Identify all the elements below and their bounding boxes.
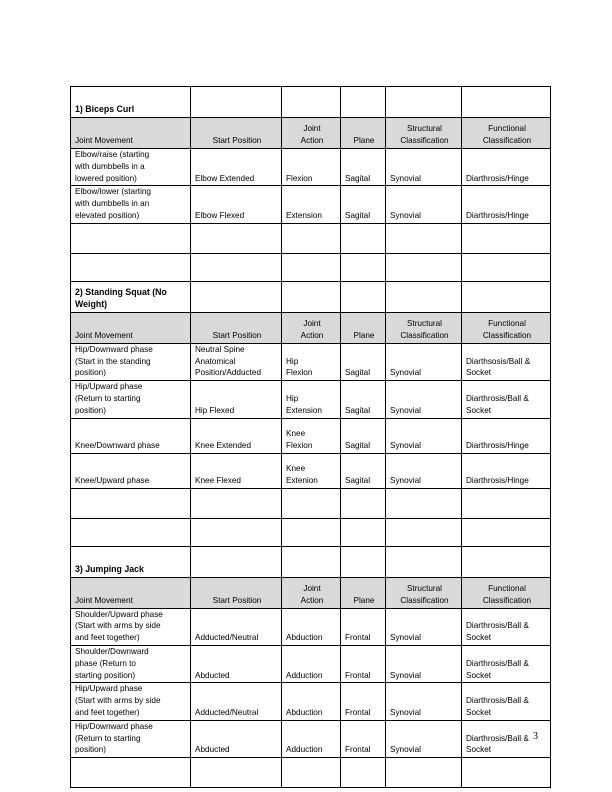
table-cell: Knee Extenion: [282, 453, 341, 488]
table-cell: Synovial: [386, 149, 462, 186]
table-cell: Sagital: [341, 186, 386, 223]
table-cell: Hip Flexion: [282, 343, 341, 380]
empty-cell: [341, 281, 386, 312]
table-cell: Diarthrosis/Ball & Socket: [462, 683, 551, 720]
empty-cell: [191, 488, 282, 518]
empty-cell: [386, 488, 462, 518]
table-cell: Hip/Upward phase (Start with arms by side and feet together): [71, 683, 191, 720]
table-cell: Shoulder/Upward phase (Start with arms by side and feet together): [71, 608, 191, 645]
empty-cell: [191, 518, 282, 546]
section-title: 1) Biceps Curl: [71, 87, 191, 118]
table-cell: Sagital: [341, 149, 386, 186]
table-cell: Diarthrosis/Hinge: [462, 186, 551, 223]
table-row: [71, 683, 551, 720]
empty-row: [71, 758, 551, 788]
header-row: [71, 577, 551, 608]
empty-row: [71, 253, 551, 281]
empty-cell: [282, 87, 341, 118]
table-cell: Abduction: [282, 608, 341, 645]
empty-cell: [282, 546, 341, 577]
table-row: [71, 608, 551, 645]
empty-cell: [71, 253, 191, 281]
table-row: [71, 343, 551, 380]
table-cell: Hip/Downward phase (Return to starting position): [71, 720, 191, 757]
table-cell: Synovial: [386, 608, 462, 645]
empty-row: [71, 518, 551, 546]
empty-cell: [341, 253, 386, 281]
empty-cell: [71, 488, 191, 518]
table-cell: Synovial: [386, 381, 462, 418]
table-cell: Synovial: [386, 683, 462, 720]
table-cell: Synovial: [386, 418, 462, 453]
section-title-row: [71, 87, 551, 118]
table-cell: Diarthrosis/Hinge: [462, 453, 551, 488]
table-cell: Diarthrosis/Ball & Socket: [462, 381, 551, 418]
empty-cell: [341, 546, 386, 577]
table-cell: Abduction: [282, 683, 341, 720]
column-header: Plane: [341, 118, 386, 149]
empty-cell: [282, 518, 341, 546]
empty-cell: [71, 518, 191, 546]
table-row: [71, 453, 551, 488]
table-cell: Diarthrosis/Ball & Socket: [462, 720, 551, 757]
empty-cell: [341, 758, 386, 788]
table-cell: Frontal: [341, 683, 386, 720]
table-cell: Frontal: [341, 608, 386, 645]
column-header: Joint Action: [282, 118, 341, 149]
empty-cell: [71, 758, 191, 788]
table-cell: Knee/Downward phase: [71, 418, 191, 453]
table-cell: Knee/Upward phase: [71, 453, 191, 488]
column-header: Joint Movement: [71, 312, 191, 343]
table-cell: Shoulder/Downward phase (Return to starting position): [71, 645, 191, 682]
table-cell: Knee Flexed: [191, 453, 282, 488]
table-row: [71, 186, 551, 223]
empty-cell: [191, 223, 282, 253]
table-cell: Knee Flexion: [282, 418, 341, 453]
empty-cell: [341, 488, 386, 518]
table-row: [71, 149, 551, 186]
column-header: Functional Classification: [462, 118, 551, 149]
empty-cell: [462, 281, 551, 312]
table-cell: Synovial: [386, 343, 462, 380]
header-row: [71, 118, 551, 149]
table-cell: Frontal: [341, 645, 386, 682]
table-cell: Elbow/lower (starting with dumbbells in an elevated position): [71, 186, 191, 223]
table-cell: Hip/Upward phase (Return to starting position): [71, 381, 191, 418]
empty-cell: [386, 87, 462, 118]
table-cell: Diarthrosis/Ball & Socket: [462, 645, 551, 682]
empty-cell: [462, 488, 551, 518]
table-cell: Elbow Flexed: [191, 186, 282, 223]
table-cell: Frontal: [341, 720, 386, 757]
table-cell: Hip Flexed: [191, 381, 282, 418]
column-header: Structural Classification: [386, 312, 462, 343]
table-cell: Sagital: [341, 381, 386, 418]
table-cell: Sagital: [341, 343, 386, 380]
empty-cell: [282, 281, 341, 312]
table-cell: Diarthsosis/Ball & Socket: [462, 343, 551, 380]
section-title: 2) Standing Squat (No Weight): [71, 281, 191, 312]
empty-cell: [282, 223, 341, 253]
table-cell: Adduction: [282, 720, 341, 757]
empty-cell: [191, 87, 282, 118]
column-header: Joint Action: [282, 577, 341, 608]
empty-row: [71, 488, 551, 518]
empty-cell: [386, 253, 462, 281]
table-cell: Neutral Spine Anatomical Position/Adducted: [191, 343, 282, 380]
table-cell: Adduction: [282, 645, 341, 682]
table-row: [71, 418, 551, 453]
table-cell: Adducted/Neutral: [191, 683, 282, 720]
section-title: 3) Jumping Jack: [71, 546, 191, 577]
section-title-row: [71, 281, 551, 312]
table-cell: Abducted: [191, 645, 282, 682]
page-number: 3: [533, 731, 538, 742]
table-cell: Synovial: [386, 186, 462, 223]
table-cell: Synovial: [386, 645, 462, 682]
table-row: [71, 645, 551, 682]
empty-cell: [282, 488, 341, 518]
empty-cell: [341, 518, 386, 546]
empty-cell: [462, 518, 551, 546]
empty-cell: [191, 546, 282, 577]
empty-cell: [386, 223, 462, 253]
column-header: Start Position: [191, 118, 282, 149]
table-cell: Knee Extended: [191, 418, 282, 453]
column-header: Joint Movement: [71, 577, 191, 608]
empty-cell: [282, 758, 341, 788]
table-cell: Diarthrosis/Hinge: [462, 149, 551, 186]
empty-cell: [386, 518, 462, 546]
column-header: Functional Classification: [462, 312, 551, 343]
empty-cell: [462, 223, 551, 253]
table-row: [71, 720, 551, 757]
header-row: [71, 312, 551, 343]
section-title-row: [71, 546, 551, 577]
table-cell: Flexion: [282, 149, 341, 186]
exercise-analysis-table: [70, 86, 551, 788]
table-cell: Hip Extension: [282, 381, 341, 418]
table-cell: Sagital: [341, 453, 386, 488]
empty-cell: [386, 546, 462, 577]
empty-row: [71, 223, 551, 253]
column-header: Start Position: [191, 577, 282, 608]
empty-cell: [462, 758, 551, 788]
empty-cell: [462, 546, 551, 577]
table-cell: Hip/Downward phase (Start in the standing position): [71, 343, 191, 380]
table-cell: Elbow/raise (starting with dumbbells in a lowered position): [71, 149, 191, 186]
empty-cell: [341, 223, 386, 253]
column-header: Plane: [341, 577, 386, 608]
empty-cell: [191, 758, 282, 788]
table-cell: Synovial: [386, 453, 462, 488]
empty-cell: [191, 281, 282, 312]
column-header: Start Position: [191, 312, 282, 343]
column-header: Functional Classification: [462, 577, 551, 608]
table-cell: Diarthrosis/Hinge: [462, 418, 551, 453]
table-cell: Elbow Extended: [191, 149, 282, 186]
column-header: Structural Classification: [386, 118, 462, 149]
table-cell: Synovial: [386, 720, 462, 757]
empty-cell: [71, 223, 191, 253]
table-cell: Sagital: [341, 418, 386, 453]
empty-cell: [282, 253, 341, 281]
empty-cell: [462, 253, 551, 281]
empty-cell: [386, 281, 462, 312]
table-cell: Diarthrosis/Ball & Socket: [462, 608, 551, 645]
table-cell: Extension: [282, 186, 341, 223]
table-cell: Abducted: [191, 720, 282, 757]
table-row: [71, 381, 551, 418]
empty-cell: [386, 758, 462, 788]
empty-cell: [191, 253, 282, 281]
table-cell: Adducted/Neutral: [191, 608, 282, 645]
column-header: Structural Classification: [386, 577, 462, 608]
column-header: Joint Action: [282, 312, 341, 343]
column-header: Joint Movement: [71, 118, 191, 149]
empty-cell: [462, 87, 551, 118]
column-header: Plane: [341, 312, 386, 343]
empty-cell: [341, 87, 386, 118]
